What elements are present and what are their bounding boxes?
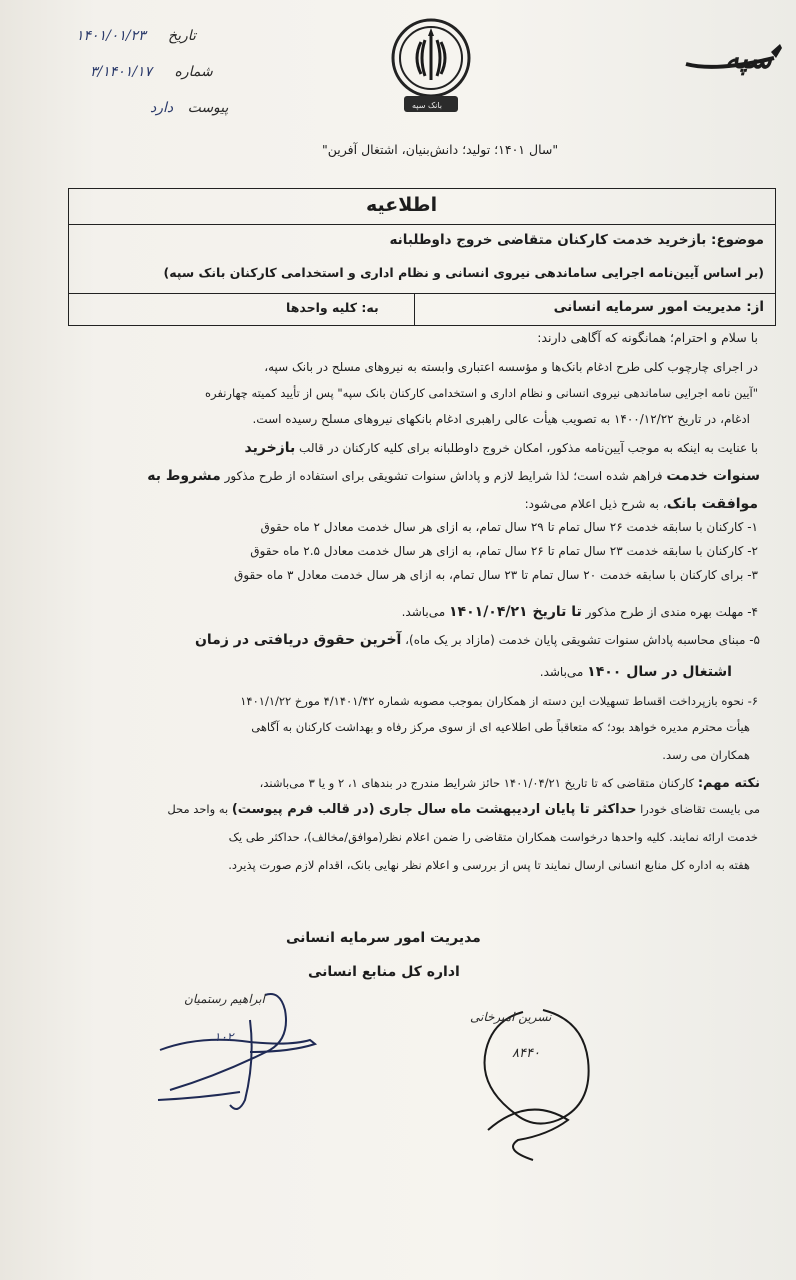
signer-left-code: ۱۰۲ [214, 1030, 234, 1044]
national-emblem [388, 8, 474, 128]
note-line4: هفته به اداره کل منابع انسانی ارسال نمایند تا پس از بررسی و اعلام نظر نهایی بانک، اقدام لازم صورت پذیرد. [228, 858, 750, 872]
list-item-6-line2: هیأت محترم مدیره خواهد بود؛ که متعاقباً طی اطلاعیه ای از سوی مرکز رفاه و بهداشت کارکنان به آگاهی [251, 720, 750, 734]
para2-line2 [147, 468, 760, 484]
list-item-3: ۳- برای کارکنان با سابقه خدمت ۲۰ سال تمام تا ۲۳ سال تمام، به ازای هر سال خدمت معادل ۳ ماه حقوق [234, 568, 758, 582]
signature-right-scribble [448, 1000, 618, 1170]
note-line2-text: می بایست تقاضای خودرا [636, 802, 760, 816]
attachment-line [150, 100, 228, 116]
notice-from: از: مدیریت امور سرمایه انسانی [553, 299, 764, 315]
list-item-4-text: ۴- مهلت بهره مندی از طرح مذکور [581, 605, 758, 619]
para1-line1: در اجرای چارچوب کلی طرح ادغام بانک‌ها و مؤسسه اعتباری وابسته به نیروهای مسلح در بانک سپه، [264, 360, 758, 374]
emblem-icon [388, 8, 474, 128]
para2-line1-text: با عنایت به اینکه به موجب آیین‌نامه مذکور، امکان خروج داوطلبانه برای کلیه کارکنان در قالب [295, 441, 758, 455]
note-deadline: حداکثر تا پایان اردیبهشت ماه سال جاری (در قالب فرم پیوست) [231, 802, 637, 817]
list-item-5-line1 [195, 632, 760, 648]
bank-logo-text: سپه [725, 42, 772, 75]
list-item-1: ۱- کارکنان با سابقه خدمت ۲۶ سال تمام تا ۲۹ سال تمام، به ازای هر سال خدمت معادل ۲ ماه حقوق [260, 520, 758, 534]
date-line [76, 28, 196, 44]
year-slogan: "سال ۱۴۰۱؛ تولید؛ دانش‌بنیان، اشتغال آفرین" [322, 142, 559, 157]
para2-buyback: بازخرید [244, 440, 296, 456]
para2-line3 [525, 496, 758, 512]
list-item-6-line3: همکاران می رسد. [662, 748, 750, 762]
list-item-5-line2 [540, 664, 732, 680]
para2-line2-text: فراهم شده است؛ لذا شرایط لازم و پاداش سنوات تشویقی برای استفاده از طرح مذکور [220, 469, 667, 483]
notice-title: اطلاعیه [366, 194, 438, 216]
list-item-4-deadline: تا تاریخ ۱۴۰۱/۰۴/۲۱ [449, 604, 582, 620]
notice-basis: (بر اساس آیین‌نامه اجرایی ساماندهی نیروی انسانی و نظام اداری و استخدامی کارکنان بانک سپه) [163, 265, 764, 280]
list-item-2: ۲- کارکنان با سابقه خدمت ۲۳ سال تمام تا ۲۶ سال تمام، به ازای هر سال خدمت معادل ۲.۵ ماه حقوق [250, 544, 758, 558]
para1-line2: "آیین نامه اجرایی ساماندهی نیروی انسانی و نظام اداری و استخدامی کارکنان بانک سپه" پس از تأیید کمیته چهارنفره [205, 386, 758, 400]
greeting: با سلام و احترام؛ همانگونه که آگاهی دارند: [537, 330, 758, 345]
attachment-value: دارد [150, 100, 174, 116]
list-item-5-text: ۵- مبنای محاسبه پاداش سنوات تشویقی پایان خدمت (مازاد بر یک ماه)، [401, 633, 760, 647]
signer-right-name: نسرین امیرخانی [470, 1010, 552, 1024]
bank-logo [676, 28, 786, 88]
signature-dept-1: مدیریت امور سرمایه انسانی [286, 930, 481, 946]
signer-right-code: ۸۴۴۰ [512, 1046, 540, 1061]
number-value: ۳/۱۴۰۱/۱۷ [90, 64, 153, 80]
para2-line1 [245, 440, 758, 456]
list-item-5-year: اشتغال در سال ۱۴۰۰ [587, 664, 732, 680]
para2-line3-text: ، به شرح ذیل اعلام می‌شود: [524, 497, 667, 511]
signer-left-name: ابراهیم رستمیان [184, 992, 265, 1006]
para1-line3: ادغام، در تاریخ ۱۴۰۰/۱۲/۲۲ به تصویب هیأت عالی راهبری ادغام بانکهای نیروهای مسلح رسیده است. [252, 412, 750, 426]
note-line2-end: به واحد محل [167, 802, 232, 816]
date-value: ۱۴۰۱/۰۱/۲۳ [76, 28, 146, 44]
para2-bank-approval: موافقت بانک [666, 496, 758, 512]
para2-service-years: سنوات خدمت [666, 468, 760, 484]
notice-to: به: کلیه واحدها [286, 300, 379, 315]
list-item-5-end: می‌باشد. [539, 665, 588, 679]
note-label: نکته مهم: [697, 776, 760, 791]
notice-subject: موضوع: بازخرید خدمت کارکنان متقاضی خروج داوطلبانه [389, 232, 764, 248]
list-item-6-line1: ۶- نحوه بازپرداخت اقساط تسهیلات این دسته از همکاران بموجب مصوبه شماره ۴/۱۴۰۱/۴۲ مورخ ۱۴۰۱/۱/۲۲ [240, 694, 758, 708]
note-line3: خدمت ارائه نمایند. کلیه واحدها درخواست همکاران متقاضی را ضمن اعلام نظر(موافق/مخالف)، حداکثر طی یک [228, 830, 758, 844]
note-line1-text: کارکنان متقاضی که تا تاریخ ۱۴۰۱/۰۴/۲۱ حائز شرایط مندرج در بندهای ۱، ۲ و یا ۳ می‌باشند، [259, 776, 698, 790]
note-line2 [167, 802, 760, 817]
emblem-caption: بانک سپه [412, 101, 442, 110]
para2-conditional: مشروط به [147, 468, 221, 484]
number-label: شماره [174, 64, 213, 80]
date-label: تاریخ [168, 28, 196, 44]
attachment-label: پیوست [187, 100, 229, 116]
list-item-4 [402, 604, 758, 620]
list-item-4-end: می‌باشد. [401, 605, 450, 619]
list-item-5-basis: آخرین حقوق دریافتی در زمان [194, 632, 402, 648]
signature-dept-2: اداره کل منابع انسانی [308, 964, 460, 980]
note-line1 [260, 776, 760, 791]
number-line [90, 64, 213, 80]
